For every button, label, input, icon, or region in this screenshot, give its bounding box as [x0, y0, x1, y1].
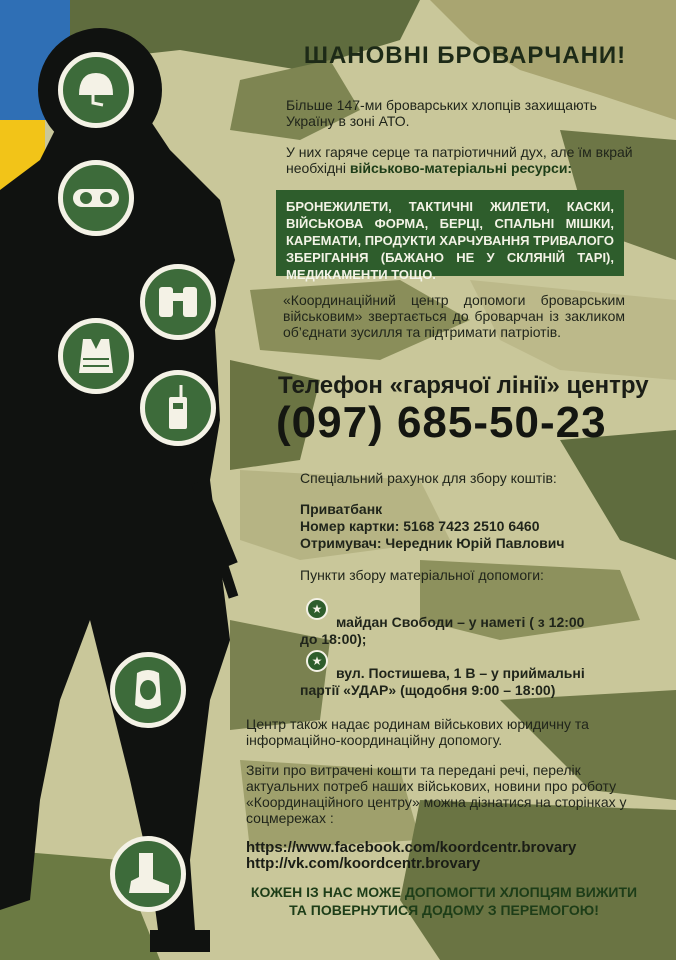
vest-icon — [58, 318, 134, 394]
radio-icon — [140, 370, 216, 446]
account-heading: Спеціальний рахунок для збору коштів: — [300, 470, 557, 486]
hotline-label: Телефон «гарячої лінії» центру — [278, 372, 649, 399]
legal-help-text: Центр також надає родинам військових юридичну та інформаційно-координаційну допомогу. — [246, 716, 589, 748]
facebook-link[interactable]: https://www.facebook.com/koordcentr.brovary — [246, 839, 577, 856]
appeal-text: «Координаційний центр допомоги броварським військовим» звертається до броварчан із закликом об’єднати зусилля та підтримати патріотів. — [283, 292, 625, 340]
bank-name: Приватбанк — [300, 501, 383, 517]
social-links — [246, 840, 576, 872]
closing-slogan: КОЖЕН ІЗ НАС МОЖЕ ДОПОМОГТИ ХЛОПЦЯМ ВИЖИТИ ТА ПОВЕРНУТИСЯ ДОДОМУ З ПЕРЕМОГОЮ! — [250, 884, 638, 918]
point1-line2: до 18:00); — [300, 631, 367, 647]
vk-link[interactable]: http://vk.com/koordcentr.brovary — [246, 855, 481, 872]
helmet-icon — [58, 52, 134, 128]
knee-pad-icon — [110, 652, 186, 728]
page-title: ШАНОВНІ БРОВАРЧАНИ! — [303, 42, 627, 69]
star-icon: ★ — [306, 650, 328, 672]
card-number: Номер картки: 5168 7423 2510 6460 — [300, 518, 540, 534]
binoculars-icon — [140, 264, 216, 340]
boot-icon — [110, 836, 186, 912]
star-icon: ★ — [306, 598, 328, 620]
resources-box: БРОНЕЖИЛЕТИ, ТАКТИЧНІ ЖИЛЕТИ, КАСКИ, ВІЙСЬКОВА ФОРМА, БЕРЦІ, СПАЛЬНІ МІШКИ, КАРЕМАТИ, ПРОДУКТИ ХАРЧУВАННЯ ТРИВАЛОГО ЗБЕРІГАННЯ (БАЖАНО НЕ У СКЛЯНІЙ ТАРІ), МЕДИКАМЕНТИ ТОЩО. — [276, 190, 624, 276]
point2-line2: партії «УДАР» (щодобня 9:00 – 18:00) — [300, 682, 556, 698]
need-resources: військово-матеріальні ресурси: — [349, 160, 573, 176]
need-text — [286, 144, 638, 176]
point1-line1: майдан Свободи – у наметі ( з 12:00 — [336, 614, 585, 630]
need-prefix: У них гаряче серце та патріотичний дух, але їм вкрай необхідні — [286, 144, 633, 176]
reports-text: Звіти про витрачені кошти та передані речі, перелік актуальних потреб наших військових, новини про роботу «Координаційного центру» можна дізнатися на сторінках у соцмережах : — [246, 762, 627, 826]
hotline-phone: (097) 685-50-23 — [276, 398, 607, 447]
goggles-icon — [58, 160, 134, 236]
points-heading: Пункти збору матеріальної допомоги: — [300, 567, 544, 583]
intro-text: Більше 147-ми броварських хлопців захищають Україну в зоні АТО. — [286, 97, 597, 129]
point2-line1: вул. Постишева, 1 В – у приймальні — [336, 665, 585, 681]
recipient: Отримувач: Чередник Юрій Павлович — [300, 535, 565, 551]
